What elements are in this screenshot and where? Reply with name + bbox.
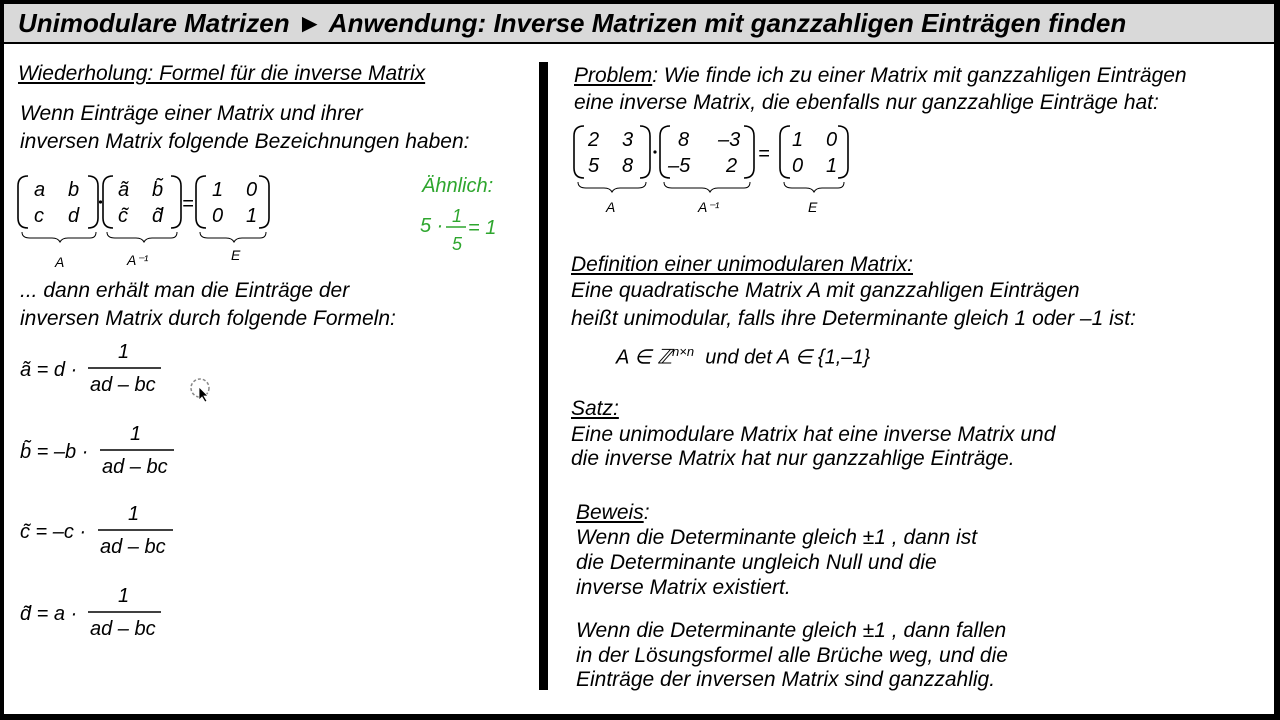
def-formula-b: und det A ∈ {1,–1} <box>705 346 871 369</box>
svg-text:=: = <box>182 193 194 215</box>
similar-den: 5 <box>452 234 463 254</box>
left-heading: Wiederholung: Formel für die inverse Matrix <box>18 62 426 85</box>
m1-c: c <box>34 205 44 227</box>
slide <box>4 4 1274 714</box>
problem-line-2: eine inverse Matrix, die ebenfalls nur ganzzahlige Einträge hat: <box>574 91 1159 114</box>
problem-text <box>574 63 1187 89</box>
formula-num: 1 <box>118 585 130 607</box>
svg-text:=: = <box>758 143 770 165</box>
ex-m3-12: 0 <box>826 129 838 151</box>
formula-num: 1 <box>128 503 140 525</box>
formula-lhs: ã = d · <box>20 359 78 381</box>
formula-den: ad – bc <box>90 618 156 640</box>
m1-b: b <box>68 179 80 201</box>
m2-c: c̃ <box>118 205 128 227</box>
beweis-p2-line-1: Wenn die Determinante gleich ±1 , dann fallen <box>576 619 1007 642</box>
formula-b-tilde <box>18 418 218 488</box>
label-A-inv: A⁻¹ <box>127 252 149 268</box>
similar-label: Ähnlich: <box>422 175 494 197</box>
formula-den: ad – bc <box>90 374 156 396</box>
matrix-equation-example <box>570 118 860 222</box>
then-line-1: ... dann erhält man die Einträge der <box>20 279 350 302</box>
formula-lhs: c̃ = –c · <box>20 521 87 543</box>
ex-m2-11: 8 <box>678 129 690 151</box>
ex-m3-22: 1 <box>826 155 838 177</box>
satz-heading: Satz: <box>571 397 619 420</box>
definition-line-1: Eine quadratische Matrix A mit ganzzahligen Einträgen <box>571 279 1080 302</box>
ex-m2-22: 2 <box>726 155 738 177</box>
definition-formula <box>616 344 870 370</box>
similar-factor: 5 · <box>420 215 444 237</box>
m2-b: b̃ <box>152 179 164 201</box>
ex-m2-12: –3 <box>718 129 741 151</box>
then-line-2: inversen Matrix durch folgende Formeln: <box>20 307 396 330</box>
intro-line-1: Wenn Einträge einer Matrix und ihrer <box>20 102 363 125</box>
definition-line-2: heißt unimodular, falls ihre Determinante gleich 1 oder –1 ist: <box>571 307 1136 330</box>
formula-lhs: d̃ = a · <box>20 603 78 625</box>
m2-a: ã <box>118 179 130 201</box>
column-divider <box>539 62 548 690</box>
label-A: A <box>55 254 65 270</box>
beweis-p1-line-1: Wenn die Determinante gleich ±1 , dann ist <box>576 526 978 549</box>
slide-title: Unimodulare Matrizen ► Anwendung: Inverse Matrizen mit ganzzahligen Einträgen finden <box>18 8 1127 38</box>
problem-line-1: : Wie finde ich zu einer Matrix mit ganzzahligen Einträgen <box>652 64 1187 87</box>
label-E: E <box>231 247 241 263</box>
formula-den: ad – bc <box>100 536 166 558</box>
problem-label: Problem <box>574 64 653 87</box>
beweis-p2-line-2: in der Lösungsformel alle Brüche weg, und die <box>576 644 1008 667</box>
ex-m1-21: 5 <box>588 155 600 177</box>
def-formula-a: A ∈ ℤ <box>616 346 673 369</box>
matrix-equation-general <box>16 168 286 272</box>
formula-num: 1 <box>118 341 130 363</box>
m3-22: 1 <box>246 205 258 227</box>
m3-21: 0 <box>212 205 224 227</box>
ex-m3-11: 1 <box>792 129 804 151</box>
ex-m2-21: –5 <box>668 155 691 177</box>
beweis-p1-line-3: inverse Matrix existiert. <box>576 576 791 599</box>
formula-lhs: b̃ = –b · <box>20 441 89 463</box>
intro-line-2: inversen Matrix folgende Bezeichnungen haben: <box>20 130 470 153</box>
ex-label-A: A <box>606 199 616 215</box>
beweis-label: Beweis <box>576 501 644 524</box>
beweis-colon: : <box>643 501 650 524</box>
beweis-p1-line-2: die Determinante ungleich Null und die <box>576 551 937 574</box>
cursor-icon <box>190 378 216 404</box>
m3-11: 1 <box>212 179 224 201</box>
similar-example <box>418 172 518 258</box>
satz-line-2: die inverse Matrix hat nur ganzzahlige Einträge. <box>571 447 1015 470</box>
definition-heading: Definition einer unimodularen Matrix: <box>571 253 913 276</box>
ex-label-A-inv: A⁻¹ <box>698 199 720 215</box>
m1-a: a <box>34 179 46 201</box>
similar-num: 1 <box>452 206 463 226</box>
def-formula-sup: n×n <box>672 344 695 359</box>
formula-den: ad – bc <box>102 456 168 478</box>
beweis-p2-line-3: Einträge der inversen Matrix sind ganzzahlig. <box>576 668 996 691</box>
beweis-heading <box>576 500 650 526</box>
title-bar <box>4 4 1274 44</box>
ex-m1-11: 2 <box>588 129 600 151</box>
similar-result: = 1 <box>468 217 497 239</box>
m3-12: 0 <box>246 179 258 201</box>
ex-m1-12: 3 <box>622 129 634 151</box>
ex-label-E: E <box>808 199 818 215</box>
m2-d: d̃ <box>152 205 164 227</box>
ex-m3-21: 0 <box>792 155 804 177</box>
satz-line-1: Eine unimodulare Matrix hat eine inverse Matrix und <box>571 423 1056 446</box>
formula-num: 1 <box>130 423 142 445</box>
formula-d-tilde <box>18 580 218 650</box>
ex-m1-22: 8 <box>622 155 634 177</box>
formula-c-tilde <box>18 498 218 568</box>
m1-d: d <box>68 205 80 227</box>
formula-a-tilde <box>18 336 218 406</box>
